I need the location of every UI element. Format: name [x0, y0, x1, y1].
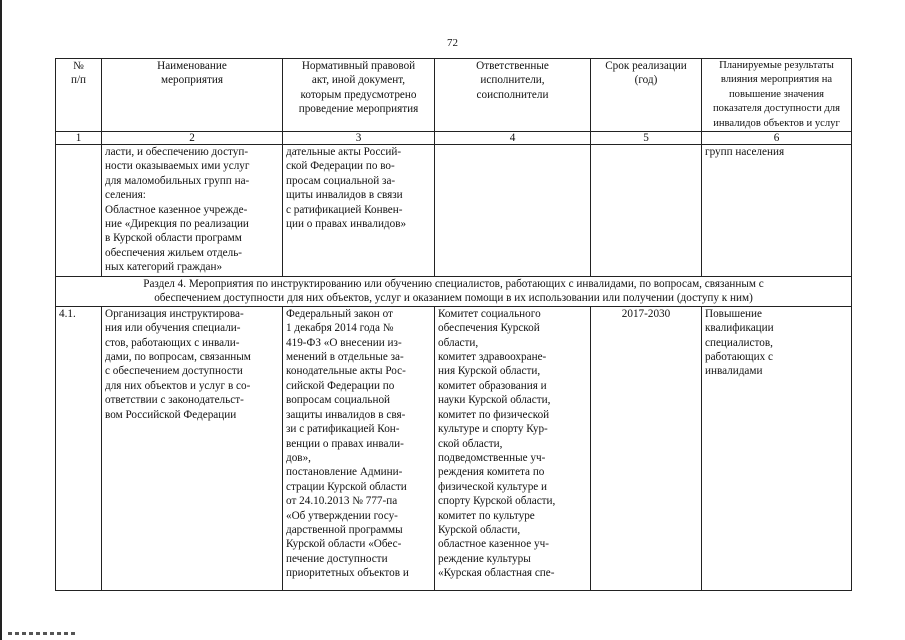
table-header-row	[56, 59, 852, 132]
cell-number	[56, 145, 102, 277]
scan-bottom-mark	[8, 632, 78, 635]
section-row	[56, 277, 852, 307]
header-measure-name: Наименование мероприятия	[102, 59, 283, 132]
cell-results: Повышение квалификации специалистов, работающих с инвалидами	[702, 306, 852, 590]
column-number-row	[56, 132, 852, 145]
section-4-heading: Раздел 4. Мероприятия по инструктированию или обучению специалистов, работающих с инвалидами, по вопросам, связанным с обеспечением доступности для них объектов, услуг и оказанием помощи в их использовании или получении (доступу к ним)	[56, 277, 852, 307]
cell-measure-name: ласти, и обеспечению доступ- ности оказываемых ими услуг для маломобильных групп на- селения: Областное казенное учрежде- ние «Дирекция по реализации в Курской области программ обеспечения жильем отдель- ных категорий граждан»	[102, 145, 283, 277]
header-term: Срок реализации (год)	[591, 59, 702, 132]
page-number: 72	[447, 37, 458, 49]
cell-responsible	[435, 145, 591, 277]
cell-legal-act: дательные акты Россий- ской Федерации по во- просам социальной за- щиты инвалидов в связи с ратификацией Конвен- ции о правах инвалидов»	[283, 145, 435, 277]
header-responsible: Ответственные исполнители, соисполнители	[435, 59, 591, 132]
column-number: 1	[56, 132, 102, 145]
scan-left-edge	[0, 0, 2, 640]
cell-responsible: Комитет социального обеспечения Курской области, комитет здравоохране- ния Курской области, комитет образования и науки Курской области, комитет по физической культуре и спорту Кур- ской области, подведомственные уч- реждения комитета по физической культуре и спорту Курской области, комитет по культуре Курской области, областное казенное уч- реждение культуры «Курская областная спе-	[435, 306, 591, 590]
header-results: Планируемые результаты влияния мероприятия на повышение значения показателя доступности для инвалидов объектов и услуг	[702, 59, 852, 132]
header-legal-act: Нормативный правовой акт, иной документ, которым предусмотрено проведение мероприятия	[283, 59, 435, 132]
column-number: 3	[283, 132, 435, 145]
measures-table	[55, 58, 852, 591]
column-number: 4	[435, 132, 591, 145]
header-number: № п/п	[56, 59, 102, 132]
table-row	[56, 145, 852, 277]
cell-term: 2017-2030	[591, 306, 702, 590]
cell-measure-name: Организация инструктирова- ния или обучения специали- стов, работающих с инвали- дами, по вопросам, связанным с обеспечением доступности для них объектов и услуг в со- ответствии с законодательст- вом Российской Федерации	[102, 306, 283, 590]
table-row	[56, 306, 852, 590]
cell-number: 4.1.	[56, 306, 102, 590]
column-number: 6	[702, 132, 852, 145]
cell-results: групп населения	[702, 145, 852, 277]
column-number: 2	[102, 132, 283, 145]
cell-term	[591, 145, 702, 277]
column-number: 5	[591, 132, 702, 145]
cell-legal-act: Федеральный закон от 1 декабря 2014 года № 419-ФЗ «О внесении из- менений в отдельные за- конодательные акты Рос- сийской Федерации по вопросам социальной защиты инвалидов в свя- зи с ратификацией Кон- венции о правах инвали- дов», постановление Админи- страции Курской области от 24.10.2013 № 777-па «Об утверждении госу- дарственной программы Курской области «Обес- печение доступности приоритетных объектов и	[283, 306, 435, 590]
